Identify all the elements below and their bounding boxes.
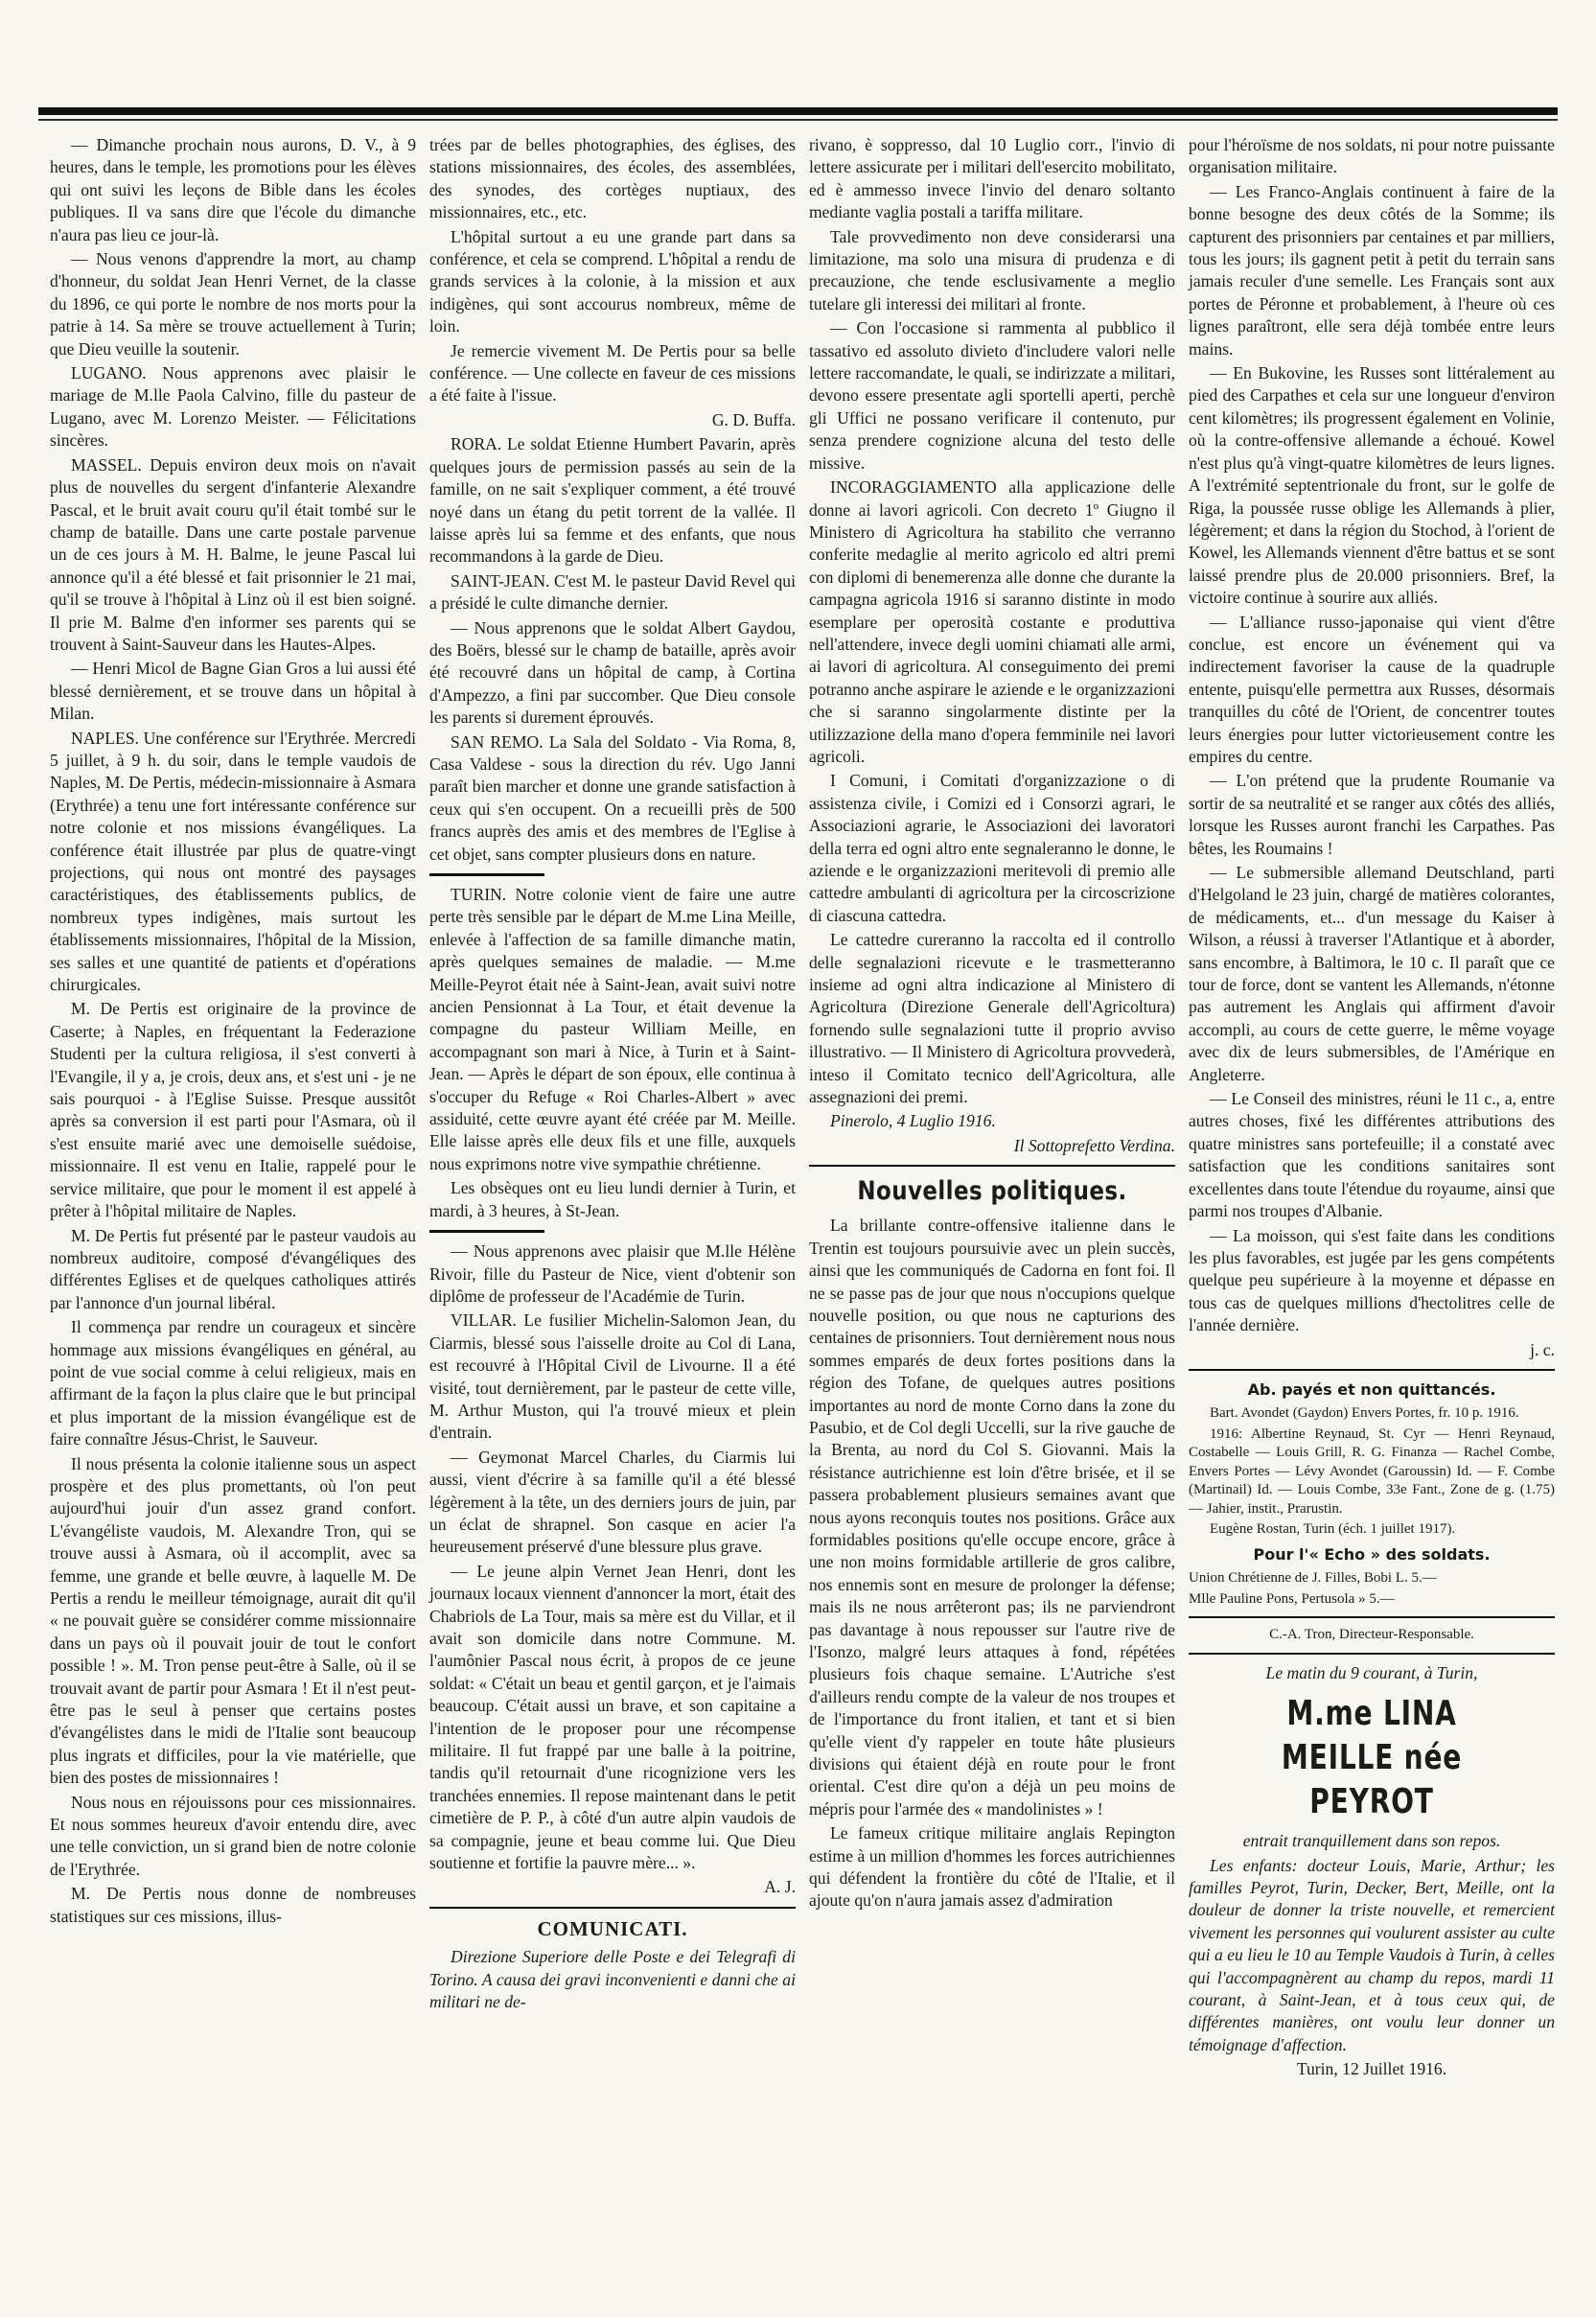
article: INCORAGGIAMENTO alla applicazione delle donne ai lavori agricoli. Con decreto 1º Giugno il Ministero di Agricoltura ha stabilito che verranno conferite medaglie al merito agricolo ed altri premi con diplomi di benemerenza alle donne che durante la campagna agricola 1916 si saranno distinte in modo esemplare per operosità costante e produttiva nell'attendere, invece degli uomini chiamati alle armi, ai lavori di agricoltura. Al conseguimento dei premi potranno anche aspirare le aziende e le organizzazioni che si saranno singolarmente distinte per la utilizzazione della mano d'opera femminile nei lavori agricoli. [809, 477, 1175, 766]
article: Le fameux critique militaire anglais Repington estime à un million d'hommes les forces autrichiennes qui défendent la frontière du côté de l'Italie, et il ajoute qu'on n'aura jamais assez d'admiration [809, 1823, 1175, 1911]
article: — Geymonat Marcel Charles, du Ciarmis lui aussi, vient d'écrire à sa famille qu'il a été blessé légèrement à la tête, un des derniers jours de juin, par un éclat de shrapnel. Son casque en acier l'a heureusement préservé d'une blessure plus grave. [429, 1447, 796, 1557]
article: M. De Pertis fut présenté par le pasteur vaudois au nombreux auditoire, composé d'évangéliques des différentes Eglises et de quelques catholiques attirés par l'annonce d'un journal libéral. [50, 1225, 416, 1312]
column-4 [1189, 134, 1555, 2083]
article: Nous nous en réjouissons pour ces missionnaires. Et nous sommes heureux d'avoir entendu dire, avec une telle conviction, un si grand bien de notre colonie de l'Erythrée. [50, 1792, 416, 1879]
obituary-intro: Le matin du 9 courant, à Turin, [1265, 1662, 1478, 1682]
article: pour l'héroïsme de nos soldats, ni pour notre puissante organisation militaire. [1189, 135, 1555, 177]
signature: G. D. Buffa. [711, 409, 796, 429]
article: — L'alliance russo-japonaise qui vient d'être conclue, est encore un événement qui va indirectement favoriser la cause de la quadruple entente, puisqu'elle permettra aux Russes, désormais tranquilles du côté de l'Orient, de concentrer toutes leurs énergies pour lutter victorieusement contre les empires du centre. [1189, 612, 1555, 766]
signature: j. c. [1530, 1339, 1555, 1359]
article: — Henri Micol de Bagne Gian Gros a lui aussi été blessé dernièrement, et se trouve dans un hôpital à Milan. [50, 659, 416, 724]
article: La brillante contre-offensive italienne dans le Trentin est toujours poursuivie avec un plein succès, ainsi que les communiqués de Cadorna en font foi. Il ne se passe pas de jour que nous n'occupions quelque nouvelle position, ou que nous ne capturions des centaines de prisonniers. Tout dernièrement nous nous sommes emparés de deux fortes positions dans la région des Tofane, de quelques autres positions importantes au nord de monte Corno dans la zone du Pasubio, et de Col degli Uccelli, sur la rive gauche de la Brenta, au nord du Col S. Giovanni. Mais la résistance autrichienne est loin d'être brisée, et il se passera probablement plusieurs semaines avant que nous ayons reconquis toutes nos positions. Grâce aux formidables positions qu'elle occupe encore, grâce à une non moins formidable artillerie de gros calibre, nos ennemis sont en mesure de prolonger la défense; mais ils ne nous arrêteront pas; ils ne parviendront pas davantage à nous repousser sur l'autre rive de l'Isonzo, malgré leurs attaques à fond, répétées plusieurs fois chaque semaine. L'Autriche s'est d'ailleurs rendu compte de la valeur de nos troupes et de l'importance du front italien, et tant et si bien qu'elle vient d'y rappeler en toute hâte plusieurs divisions qui étaient déjà en route pour le front oriental. C'est dire qu'on a déjà un peu moins de mépris pour l'armée des « mandolinistes » ! [809, 1216, 1175, 1819]
obituary-text: Les enfants: docteur Louis, Marie, Arthur; les familles Peyrot, Turin, Decker, Bert, Meille, ont la douleur de donner la triste nouvelle, et remercient vivement les personnes qui voulurent assister au culte qui a eu lieu le 10 au Temple Vaudois à Turin, à celles qui l'accompagnèrent au champ du repos, mardi 11 courant, à Saint-Jean, et à tous ceux qui, de différentes manières, ont voulu leur donner un témoignage d'affection. [1189, 1855, 1555, 2054]
article: Il nous présenta la colonie italienne sous un aspect prospère et des plus promettants, où l'on peut aujourd'hui jouir d'un assez grand confort. L'évangéliste vaudois, M. Alexandre Tron, qui se trouve aussi à Asmara, où il accomplit, avec sa femme, une grande et belle œuvre, à laquelle M. De Pertis a rendu le meilleur témoignage, aurait dit qu'il « ne pouvait guère se considérer comme missionnaire dans un pays où il pouvait jouir de tout le confort possible ! ». M. Tron pense peut-être à Salle, où il se trouvait avant de partir pour Asmara ! Et il n'est peut-être pas le seul à penser que certains postes d'évangélistes dans le midi de l'Italie sont beaucoup plus ingrats et difficiles, pour la vie matérielle, que bien des postes de missionnaires ! [50, 1453, 416, 1788]
column-1 [50, 134, 416, 1930]
separator [429, 1230, 544, 1233]
header-rule [38, 107, 1558, 115]
article: SAN REMO. La Sala del Soldato - Via Roma, 8, Casa Valdese - sous la direction du rév. Ugo Janni paraît bien marcher et donne une grande satisfaction à ceux qui s'en occupent. On a recueilli près de 500 francs auprès des amis et des membres de l'Eglise à cet objet, sans compter plusieurs dons en nature. [429, 731, 796, 864]
article: Tale provvedimento non deve considerarsi una limitazione, ma solo una misura di prudenza e di precauzione, che tende esclusivamente a meglio tutelare gli interessi dei militari al fronte. [809, 226, 1175, 313]
article: L'hôpital surtout a eu une grande part dans sa conférence, et cela se comprend. L'hôpital a rendu de grands services à la colonie, à la mission et aux indigènes, qui sont accourus nombreux, même de loin. [429, 226, 796, 336]
donation-entry: Union Chrétienne de J. Filles, Bobi L. 5.— [1189, 1570, 1437, 1587]
dateline: Pinerolo, 4 Luglio 1916. [830, 1111, 996, 1131]
article: — Les Franco-Anglais continuent à faire de la bonne besogne des deux côtés de la Somme; ils capturent des prisonniers par centaines et par milliers, tous les jours; ils gagnent petit à petit du terrain sans jamais reculer d'une semelle. Les Français sont aux portes de Péronne et probablement, à l'heure où ces lignes paraîtront, elle sera déjà tombée entre leurs mains. [1189, 181, 1555, 359]
article: LUGANO. Nous apprenons avec plaisir le mariage de M.lle Paola Calvino, fille du pasteur de Lugano, avec M. Lorenzo Meister. — Félicitations sincères. [50, 363, 416, 451]
article: trées par de belles photographies, des églises, des stations missionnaires, des écoles, des assemblées, des synodes, des cortèges nuptiaux, des missionnaires, etc., etc. [429, 135, 796, 222]
article: — Nous apprenons que le soldat Albert Gaydou, des Boërs, blessé sur le champ de bataille, après avoir été recouvré dans un hôpital de camp, à Cortina d'Ampezzo, a fini par succomber. Que Dieu console les parents si durement éprouvés. [429, 617, 796, 728]
signature: Il Sottoprefetto Verdina. [1013, 1135, 1175, 1155]
article: Les obsèques ont eu lieu lundi dernier à Turin, et mardi, à 3 heures, à St-Jean. [429, 1178, 796, 1220]
obituary-line: entrait tranquillement dans son repos. [1242, 1831, 1501, 1851]
column-2 [429, 134, 796, 2016]
article: M. De Pertis est originaire de la province de Caserte; à Naples, en fréquentant la Federazione Studenti per la cultura religiosa, il s'est converti à l'Evangile, il y a, je crois, deux ans, et s'est uni - je ne sais pourquoi - à l'Eglise Suisse. Presque aussitôt après sa conversion il est parti pour l'Asmara, où il s'est ensuite marié avec une demoiselle suédoise, missionnaire. Il est venu en Italie, rappelé pour le service militaire, que pour le moment il est appelé à prêter à l'hôpital militaire de Naples. [50, 999, 416, 1221]
article: — Le Conseil des ministres, réuni le 11 c., a, entre autres choses, fixé les différentes attributions des quatre ministres sans portefeuille; il a constaté avec satisfaction que les conditions sanitaires sont excellentes dans toute l'étendue du royaume, ainsi que parmi nos troupes d'Albanie. [1189, 1089, 1555, 1221]
article: — Le submersible allemand Deutschland, parti d'Helgoland le 23 juin, chargé de matières colorantes, de médicaments, et... d'un message du Kaiser à Wilson, a réussi à traverser l'Atlantique et à aborder, sans encombre, à Baltimora, le 10 c. Il paraît que ce tour de force, dont se vantent les Allemands, n'étonne pas autrement les Anglais qui affirment d'avoir accompli, au cours de cette guerre, le même voyage avec dix de leurs submersibles, de l'Amérique en Angleterre. [1189, 863, 1555, 1084]
obituary-name: M.me LINA MEILLE née PEYROT [1281, 1694, 1463, 1822]
separator [1189, 1369, 1555, 1371]
donation-entry: Mlle Pauline Pons, Pertusola » 5.— [1189, 1590, 1395, 1607]
section-heading-nouvelles-politiques: Nouvelles politiques. [857, 1176, 1127, 1207]
separator [429, 1907, 796, 1909]
article: rivano, è soppresso, dal 10 Luglio corr., l'invio di lettere assicurate per i militari dell'esercito mobilitato, ed è ammesso invece l'invio del denaro soltanto mediante vaglia postali a tariffa militare. [809, 135, 1175, 222]
separator [429, 873, 544, 876]
article: — Nous apprenons avec plaisir que M.lle Hélène Rivoir, fille du Pasteur de Nice, vient d'obtenir son diplôme de professeur de l'Académie de Turin. [429, 1241, 796, 1306]
editor-line: C.-A. Tron, Directeur-Responsable. [1269, 1627, 1474, 1643]
header-rule-thin [38, 119, 1558, 121]
article: Je remercie vivement M. De Pertis pour sa belle conférence. — Une collecte en faveur de ces missions a été faite à l'issue. [429, 340, 796, 406]
article: TURIN. Notre colonie vient de faire une autre perte très sensible par le départ de M.me Lina Meille, enlevée à l'affection de sa famille dimanche matin, après quelques semaines de maladie. — M.me Meille-Peyrot était née à Saint-Jean, avait suivi notre ancien Pensionnat à La Tour, et était devenue la compagne du pasteur William Meille, en accompagnant son mari à Nice, à Turin et à Saint-Jean. — Après le départ de son époux, elle continua à s'occuper du Refuge « Roi Charles-Albert » avec assiduité, cette œuvre ayant été créée par M. Meille. Elle laisse après elle deux fils et une fille, auxquels nous exprimons notre vive sympathie chrétienne. [429, 885, 796, 1173]
subscription-entry: Bart. Avondet (Gaydon) Envers Portes, fr. 10 p. 1916. [1210, 1405, 1519, 1422]
article: Le cattedre cureranno la raccolta ed il controllo delle segnalazioni ricevute e le trasmetteranno insieme ad ogni altra indicazione al Ministero di Agricoltura (Direzione Generale dell'Agricoltura) fornendo sulle segnalazioni tutte il proprio avviso illustrativo. — Il Ministero di Agricoltura provvederà, inteso il Comitato tecnico dell'Agricoltura, alle assegnazioni dei premi. [809, 930, 1175, 1107]
signature: A. J. [764, 1877, 796, 1897]
article: — En Bukovine, les Russes sont littéralement au pied des Carpathes et cela sur une longueur d'environ cent kilomètres; ils progressent également en Volinie, où la contre-offensive allemande a échoué. Kowel n'est plus qu'à vingt-quatre kilomètres de leurs lignes. A l'extrémité septentrionale du front, sur le golfe de Riga, la poussée russe oblige les Allemands à plier, légèrement; et dans la région du Stochod, à l'orient de Kowel, les Allemands viennent d'être battus et se sont laissé prendre plus de 20.000 prisonniers. Bref, la victoire continue à sourire aux alliés. [1189, 363, 1555, 608]
article: — Le jeune alpin Vernet Jean Henri, dont les journaux locaux viennent d'annoncer la mort, était des Chabriols de La Tour, mais sa mère est du Villar, et il avait son domicile dans notre Commune. M. l'aumônier Pascal nous écrit, à propos de ce jeune soldat: « C'était un beau et gentil garçon, et je l'aimais beaucoup. C'était aussi un brave, et son capitaine a l'intention de le proposer pour une récompense militaire. Il fut frappé par une balle à la poitrine, tandis qu'il retournait d'une ricognizione vers les tranchées ennemies. Il repose maintenant dans le petit cimetière de P. P., à côté d'un autre alpin vaudois de sa compagnie, jeune et beau comme lui. Que Dieu soutienne et fortifie la pauvre mère... ». [429, 1561, 796, 1873]
article: — La moisson, qui s'est faite dans les conditions les plus favorables, est jugée par les gens compétents quelque peu supérieure à la moyenne et dépasse en tous cas de quelques millions d'hectolitres celle de l'année dernière. [1189, 1225, 1555, 1335]
article: Il commença par rendre un courageux et sincère hommage aux missions évangéliques en général, au point de vue social comme à celui religieux, mais en affirmant de la façon la plus claire que le but principal et plus important de la mission évangélique est de faire connaître Jésus-Christ, le Sauveur. [50, 1317, 416, 1449]
obituary-date: Turin, 12 Juillet 1916. [1296, 2059, 1447, 2079]
article: I Comuni, i Comitati d'organizzazione o di assistenza civile, i Comizi ed i Consorzi agrari, le Associazioni agrarie, le Associazioni dei lavoratori della terra ed ogni altro ente segnaleranno le donne, le aziende e le organizzazioni meritevoli di premio alle cattedre ambulanti di agricoltura per la circoscrizione di ciascuna cattedra. [809, 771, 1175, 925]
section-heading-comunicati: COMUNICATI. [537, 1916, 688, 1940]
article: — Nous venons d'apprendre la mort, au champ d'honneur, du soldat Jean Henri Vernet, de la classe du 1896, ce qui porte le nombre de nos morts pour la patrie à 14. Sa mère se trouve actuellement à Turin; que Dieu veuille la soutenir. [50, 249, 416, 359]
separator [1189, 1616, 1555, 1618]
article: — Con l'occasione si rammenta al pubblico il tassativo ed assoluto divieto d'includere valori nelle lettere raccomandate, le quali, se indirizzate a militari, devono essere presentate agli sportelli aperti, perchè gli Uffici ne possano verificare il contenuto, pur senza prendere cognizione alcuna del testo delle missive. [809, 318, 1175, 473]
subscriptions-heading: Ab. payés et non quittancés. [1247, 1379, 1496, 1399]
article: SAINT-JEAN. C'est M. le pasteur David Revel qui a présidé le culte dimanche dernier. [429, 570, 796, 614]
article: — Dimanche prochain nous aurons, D. V., à 9 heures, dans le temple, les promotions pour les élèves qui ont suivi les leçons de Bible dans les écoles publiques. Il va sans dire que l'école du dimanche n'aura pas lieu ce jour-là. [50, 135, 416, 244]
article: M. De Pertis nous donne de nombreuses statistiques sur ces missions, illus- [50, 1884, 416, 1926]
article: RORA. Le soldat Etienne Humbert Pavarin, après quelques jours de permission passés au sein de la famille, on ne sait s'expliquer comment, a été trouvé noyé dans un étang du petit torrent de la vallée. Il laisse après lui sa femme et des enfants, que nous recommandons à la garde de Dieu. [429, 434, 796, 567]
article: NAPLES. Une conférence sur l'Erythrée. Mercredi 5 juillet, à 9 h. du soir, dans le temple vaudois de Naples, M. De Pertis, médecin-missionnaire à Asmara (Erythrée) a tenu une fort intéressante conférence sur notre colonie et nos missions évangéliques. La conférence était illustrée par plus de quatre-vingt projections, qui nous ont montré des paysages caractéristiques, des établissements publics, de nombreux types indigènes, mais surtout les établissements missionnaires, l'hôpital de la Mission, ses salles et une quantité de patients et d'opérations chirurgicales. [50, 728, 416, 995]
article: Direzione Superiore delle Poste e dei Telegrafi di Torino. A causa dei gravi inconvenienti e danni che ai militari ne de- [429, 1947, 796, 2012]
article: MASSEL. Depuis environ deux mois on n'avait plus de nouvelles du sergent d'infanterie Alexandre Pascal, et le bruit avait couru qu'il était tombé sur le champ de bataille. Dans une carte postale parvenue un de ces jours à M. H. Balme, le jeune Pascal lui annonce qu'il a été blessé et fait prisonnier le 21 mai, qu'il se trouve à l'hôpital à Linz où il est bien soigné. Il prie M. Balme d'en informer ses parents qui se trouvent à Saint-Sauveur dans les Hautes-Alpes. [50, 454, 416, 654]
separator [809, 1165, 1175, 1167]
subscription-entry: Eugène Rostan, Turin (éch. 1 juillet 1917). [1210, 1521, 1456, 1538]
separator [1189, 1653, 1555, 1655]
subscription-entry: 1916: Albertine Reynaud, St. Cyr — Henri Reynaud, Costabelle — Louis Grill, R. G. Finanza — Rachel Combe, Envers Portes — Lévy Avondet (Garoussin) Id. — F. Combe (Martinail) Id. — Louis Combe, 33e Fant., Zone de g. (1.75) — Jahier, instit., Prarustin. [1189, 1426, 1555, 1517]
column-3 [809, 134, 1175, 1914]
article: — L'on prétend que la prudente Roumanie va sortir de sa neutralité et se ranger aux côtés des alliés, lorsque les Russes auront franchi les Carpathes. Pas bêtes, les Roumains ! [1189, 771, 1555, 858]
soldiers-echo-heading: Pour l'« Echo » des soldats. [1253, 1544, 1491, 1564]
article: VILLAR. Le fusilier Michelin-Salomon Jean, du Ciarmis, blessé sous l'aisselle droite au Col di Lana, est recouvré à l'Hôpital Civil de Livourne. Il a été visité, tout dernièrement, par le pasteur de cette ville, M. Arthur Muston, qui l'a trouvé mieux et plein d'entrain. [429, 1310, 796, 1443]
